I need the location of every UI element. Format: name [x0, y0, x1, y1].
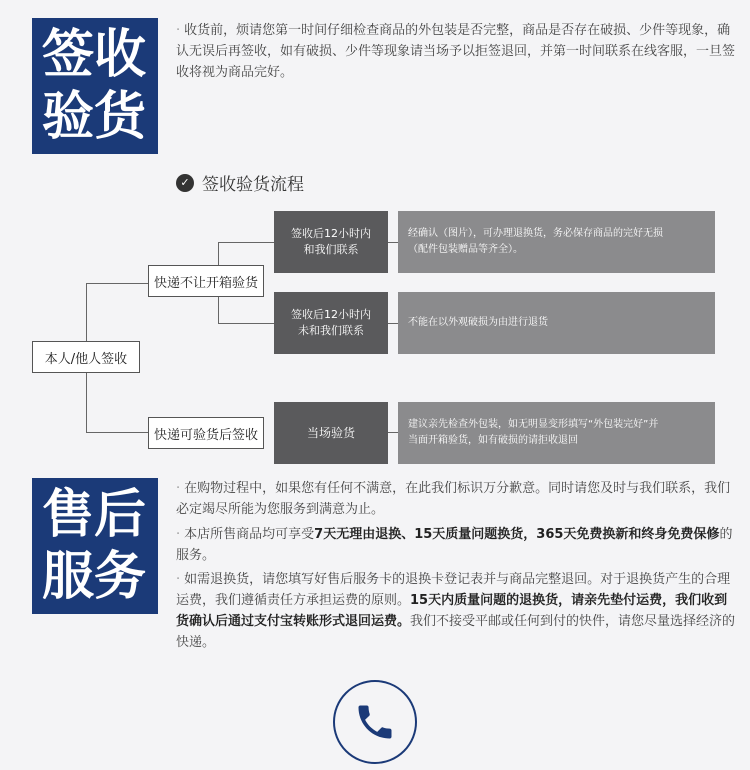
after-sales-badge-line1: 售后	[42, 485, 147, 545]
connector-a-to-cond2	[218, 323, 274, 324]
connector-root-to-a	[86, 283, 148, 284]
flow-result-b-line2: 当面开箱验货，如有破损的请拒收退回	[408, 435, 578, 446]
receipt-badge	[32, 18, 158, 154]
flow-cond-a1-line1: 签收后12小时内	[291, 227, 371, 240]
flow-cond-b-box: 当场验货	[274, 402, 388, 464]
after-sales-badge-line2: 服务	[42, 547, 147, 607]
after-sales-p3-prefix: 如需退换货，请您填写好售后服务卡的退换卡登记表并与商品完整退回。对于退换货产生的合理运费，我们遵循责任方承担运费的原则。	[176, 572, 731, 608]
flow-result-a2-box	[398, 292, 715, 354]
phone-icon	[333, 680, 417, 764]
connector-cond2-to-result2	[388, 323, 398, 324]
after-sales-p1	[176, 478, 736, 520]
flow-branch-b-box: 快递可验货后签收	[148, 417, 264, 449]
flow-cond-a2-line2: 未和我们联系	[298, 324, 364, 337]
connector-condb-to-resultb	[388, 432, 398, 433]
after-sales-p2	[176, 524, 736, 566]
after-sales-p2-bold: 7天无理由退换、15天质量问题换货，365天免费换新和终身免费保修	[314, 527, 720, 542]
flow-title-text: 签收验货流程	[202, 175, 304, 195]
bullet-dot: ·	[176, 23, 181, 38]
after-sales-p3	[176, 569, 736, 653]
receipt-badge-line2: 验货	[42, 87, 147, 147]
flow-result-b-line1: 建议亲先检查外包装，如无明显变形填写“外包装完好”并	[408, 419, 659, 430]
after-sales-p3-suffix: 我们不接受平邮或任何到付的快件，请您尽量选择经济的快递。	[176, 614, 736, 650]
bullet-dot: ·	[176, 572, 181, 587]
flow-root-box: 本人/他人签收	[32, 341, 140, 373]
connector-a-to-cond1	[218, 242, 274, 243]
flow-branch-a-box: 快递不让开箱验货	[148, 265, 264, 297]
after-sales-badge	[32, 478, 158, 614]
flow-result-b-box	[398, 402, 715, 464]
after-sales-p2-suffix: 的服务。	[176, 527, 733, 563]
flow-result-a1-box	[398, 211, 715, 273]
connector-root-to-b	[86, 432, 148, 433]
flow-result-a2-text: 不能在以外观破损为由进行退货	[408, 317, 548, 328]
flow-cond-a2-line1: 签收后12小时内	[291, 308, 371, 321]
receipt-badge-line1: 签收	[42, 25, 147, 85]
flow-result-a1-line2: （配件包装赠品等齐全）。	[408, 244, 523, 255]
flow-result-a1-line1: 经确认（图片），可办理退换货，务必保存商品的完好无损	[408, 228, 663, 239]
receipt-text: 收货前，烦请您第一时间仔细检查商品的外包装是否完整，商品是否存在破损、少件等现象，确认无误后再签收，如有破损、少件等现象请当场予以拒签退回，并第一时间联系在线客服，一旦签收将视为商品完好。	[176, 23, 736, 80]
check-circle-icon: ✓	[176, 174, 194, 192]
flow-cond-a1-line2: 和我们联系	[303, 243, 359, 256]
after-sales-p3-bold: 15天内质量问题的退换货，请亲先垫付运费，我们收到货确认后通过支付宝转账形式退回运费。	[176, 593, 728, 629]
receipt-paragraph	[176, 20, 736, 83]
after-sales-p1-text: 在购物过程中，如果您有任何不满意，在此我们标识万分歉意。同时请您及时与我们联系，我们必定竭尽所能为您服务到满意为止。	[176, 481, 731, 517]
flow-cond-a1-box	[274, 211, 388, 273]
connector-cond1-to-result1	[388, 242, 398, 243]
after-sales-p2-prefix: 本店所售商品均可享受	[184, 527, 315, 542]
phone-icon-glyph	[353, 700, 397, 744]
flow-title	[176, 170, 304, 195]
flow-cond-a2-box	[274, 292, 388, 354]
bullet-dot: ·	[176, 527, 181, 542]
bullet-dot: ·	[176, 481, 181, 496]
